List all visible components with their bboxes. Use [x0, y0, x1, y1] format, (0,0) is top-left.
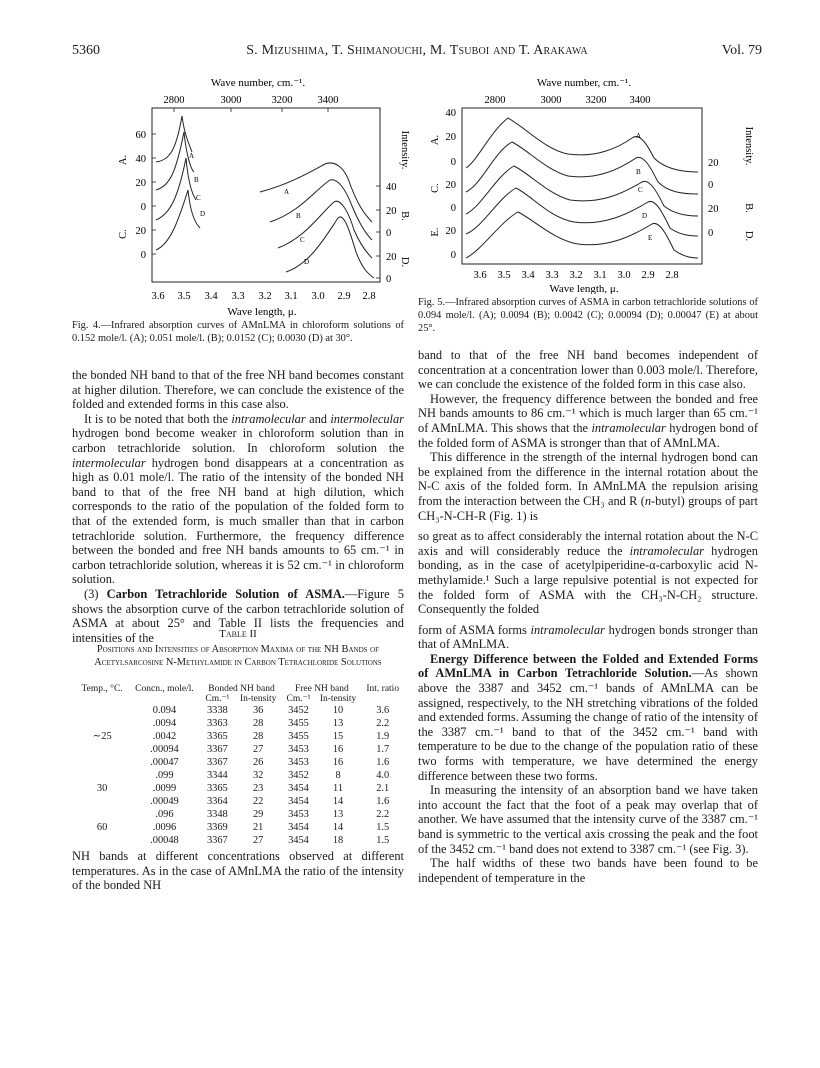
cell-f_int: 8 [335, 770, 341, 781]
fig4-curve-label: D [200, 210, 206, 218]
svg-text:3.0: 3.0 [617, 270, 631, 281]
cell-conc: .00094 [150, 744, 179, 755]
cell-ratio: 1.6 [376, 796, 390, 807]
cell-b_int: 28 [252, 731, 264, 742]
table-ii [76, 684, 404, 847]
fig4-top-tick: 3000 [220, 95, 242, 106]
table-caption: Positions and Intensities of Absorption Maxima of the NH Bands of Acetylsarcosine N-Methylamide in Carbon Tetrachloride Solutions [94, 644, 382, 668]
svg-text:40: 40 [445, 108, 456, 119]
table-row [76, 834, 404, 847]
fig4-left-tick: 20 [135, 178, 146, 189]
cell-b_int: 23 [252, 783, 264, 794]
cell-temp [76, 795, 128, 808]
cell-b_cm: 3369 [206, 822, 228, 833]
volume: Vol. 79 [721, 43, 762, 58]
right-column [418, 348, 758, 885]
col-conc: Concn., mole/l. [135, 684, 194, 694]
fig5-left-label: A. [430, 134, 441, 146]
fig5-left-label: C. [430, 183, 441, 193]
svg-text:20: 20 [445, 180, 456, 191]
fig5-caption: Fig. 5.—Infrared absorption curves of ASMA in carbon tetrachloride solutions of 0.094 mole/l. (A); 0.0094 (B); 0.0042 (C); 0.00094 (D); 0.00047 (E) at about 25°. [418, 297, 758, 334]
table-row [76, 821, 404, 834]
cell-b_cm: 3363 [206, 718, 228, 729]
cell-ratio: 1.7 [376, 744, 390, 755]
table-title: Table II [219, 628, 257, 640]
svg-text:2.9: 2.9 [641, 270, 655, 281]
svg-text:20: 20 [708, 158, 719, 169]
cell-f_int: 11 [333, 783, 344, 794]
cell-b_int: 36 [252, 705, 264, 716]
svg-text:3.4: 3.4 [204, 291, 218, 302]
fig5-right-label: Intensity. [743, 126, 754, 166]
fig4-right-tick: 20 [386, 206, 397, 217]
svg-text:0: 0 [450, 203, 456, 214]
fig4-right-label: Intensity. [399, 130, 410, 170]
svg-text:3.3: 3.3 [231, 291, 245, 302]
table-body [76, 704, 404, 847]
cell-temp [76, 704, 128, 717]
cell-conc: .096 [155, 809, 174, 820]
figure-4 [110, 72, 410, 320]
paragraph: However, the frequency difference between the bonded and free NH bands amounts to 86 cm.⁻¹ which is much larger than 65 cm.⁻¹ of AMnLMA. This shows that the intramolecular hydrogen bond of the folded form of ASMA is stronger than that of AMnLMA. [418, 391, 758, 450]
cell-conc: .0042 [152, 731, 177, 742]
svg-text:3.2: 3.2 [569, 270, 583, 281]
cell-conc: .00047 [150, 757, 179, 768]
paragraph: It is to be noted that both the intramolecular and intermolecular hydrogen bond become weaker in chloroform solution than in carbon tetrachloride solution. In chloroform solution the intermolecular hydrogen bond disappears at a concentration as high as 0.01 mole/l. The ratio of the intensity of the bonded NH band to that of the free NH band at high dilution, which corresponds to the ratio of the population of the folded form to that of the extended form, is much smaller than that in carbon tetrachloride solution. Furthermore, the frequency difference between the bonded and free NH bands amounts to 65 cm.⁻¹ in carbon tetrachloride solution, whereas it is 52 cm.⁻¹ in chloroform solution. [72, 411, 404, 587]
cell-ratio: 1.5 [376, 835, 390, 846]
fig5-curve-label: C [638, 186, 643, 194]
cell-ratio: 1.9 [376, 731, 390, 742]
running-header [72, 43, 762, 63]
cell-conc: 0.094 [152, 705, 177, 716]
fig5-top-tick: 3000 [540, 95, 562, 106]
fig5-curve-label: E [648, 234, 653, 242]
paragraph: NH bands at different concentrations observed at different temperatures. As in the case of AMnLMA the ratio of the intensity of the bonded NH [72, 849, 404, 893]
fig4-left-tick: 40 [135, 154, 146, 165]
cell-f_int: 13 [332, 809, 344, 820]
paragraph: the bonded NH band to that of the free NH band becomes constant at higher dilution. Therefore, we can conclude the existence of the folded and extended forms in this case also. [72, 368, 404, 412]
figure-5 [418, 72, 758, 294]
cell-b_int: 27 [252, 744, 264, 755]
cell-f_int: 10 [332, 705, 344, 716]
fig4-bottom-label: Wave length, μ. [227, 306, 297, 318]
cell-temp [76, 808, 128, 821]
fig4-curve-label: C [196, 194, 201, 202]
fig5-bottom-label: Wave length, μ. [549, 283, 619, 294]
svg-text:2.8: 2.8 [362, 291, 376, 302]
cell-conc: .0099 [152, 783, 177, 794]
col-temp: Temp., °C. [81, 684, 123, 694]
fig4-right-tick: 0 [386, 228, 392, 239]
fig4-curve-label: B [296, 212, 301, 220]
cell-f_int: 16 [332, 757, 344, 768]
cell-f_int: 13 [332, 718, 344, 729]
fig4-left-label: A. [118, 154, 129, 166]
cell-b_int: 29 [252, 809, 264, 820]
cell-b_int: 27 [252, 835, 264, 846]
fig5-left-ticks [446, 108, 457, 261]
cell-temp: 30 [96, 783, 108, 794]
svg-text:2.8: 2.8 [665, 270, 679, 281]
cell-b_cm: 3348 [206, 809, 228, 820]
cell-b_cm: 3367 [206, 744, 228, 755]
cell-b_int: 28 [252, 718, 264, 729]
table-row [76, 782, 404, 795]
cell-temp [76, 769, 128, 782]
cell-b_cm: 3344 [206, 770, 228, 781]
cell-b_cm: 3338 [206, 705, 228, 716]
fig4-left-tick: 0 [140, 250, 146, 261]
svg-text:3.5: 3.5 [177, 291, 191, 302]
paragraph: band to that of the free NH band becomes independent of concentration at a concentration lower than 0.003 mole/l. Therefore, we can conclude the existence of the folded form in this case also. [418, 348, 758, 392]
cell-f_cm: 3453 [288, 744, 309, 755]
page-number: 5360 [72, 43, 100, 58]
cell-b_int: 32 [252, 770, 264, 781]
table-row [76, 743, 404, 756]
fig5-right-ticks [708, 158, 719, 239]
svg-text:2.9: 2.9 [337, 291, 351, 302]
fig4-curves [156, 116, 374, 278]
svg-text:3.1: 3.1 [593, 270, 607, 281]
col-cm2: Cm.⁻¹ [286, 694, 311, 704]
fig4-left-tick: 20 [135, 226, 146, 237]
left-column-upper [72, 368, 404, 645]
fig4-right-label: D. [399, 256, 410, 268]
cell-ratio: 1.6 [376, 757, 390, 768]
paragraph: In measuring the intensity of an absorption band we have taken into account the fact that the foot of a peak may overlap that of another. We have assumed that the intensity curve of the 3387 cm.⁻¹ band is symmetric to the vertical axis crossing the peak and the foot of the 3452 cm.⁻¹ band does not extend to 3387 cm.⁻¹ (see Fig. 3). [418, 783, 758, 856]
cell-b_cm: 3364 [206, 796, 228, 807]
cell-temp [76, 834, 128, 847]
fig5-right-label: B. [743, 203, 754, 213]
fig5-bottom-ticks [473, 270, 678, 281]
table-row [76, 795, 404, 808]
cell-temp [76, 717, 128, 730]
paragraph-continued: form of ASMA forms intramolecular hydrogen bonds stronger than that of AMnLMA. [418, 622, 758, 652]
paragraph-continued: so great as to affect considerably the internal rotation about the N-C axis and will considerably reduce the intramolecular hydrogen bonding, as in the case of acetylpiperidine-α-carboxylic acid N-methylamide.¹ Such a large repulsive potential is not expected for the folded form of ASMA with the CH₃-N-CH₂ structure. Consequently the folded [418, 529, 758, 617]
svg-text:3.2: 3.2 [258, 291, 272, 302]
paragraph-section-heading: (3) Carbon Tetrachloride Solution of ASMA.—Figure 5 shows the absorption curve of the carbon tetrachloride solution of ASMA at about 25° and Table II lists the frequencies and intensities of the [72, 586, 404, 645]
col-cm1: Cm.⁻¹ [205, 694, 230, 704]
authors: S. Mizushima, T. Shimanouchi, M. Tsuboi and T. Arakawa [246, 43, 588, 58]
svg-text:3.1: 3.1 [284, 291, 298, 302]
fig4-left-tick: 0 [140, 202, 146, 213]
cell-f_cm: 3454 [288, 796, 309, 807]
cell-conc: .00048 [150, 835, 179, 846]
fig4-top-tick: 3400 [317, 95, 339, 106]
cell-f_int: 16 [332, 744, 344, 755]
fig5-curve-label: D [642, 212, 648, 220]
cell-f_cm: 3452 [288, 770, 309, 781]
paragraph-section-heading: Energy Difference between the Folded and Extended Forms of AMnLMA in Carbon Tetrachloride Solution.—As shown above the 3387 and 3452 cm.⁻¹ bands of AMnLMA can be assigned, respectively, to the NH stretching vibrations of the folded and extended forms. Assuming the change of ratio of the intensity of the 3387 cm.⁻¹ band to that of the 3452 cm.⁻¹ band with temperature to be due to the change of the population ratio of these two forms with temperature, we have determined the energy difference between these two forms. [418, 651, 758, 783]
left-column-lower [72, 849, 404, 893]
svg-text:3.3: 3.3 [545, 270, 559, 281]
fig5-curve-label: A [636, 132, 642, 140]
cell-ratio: 2.1 [376, 783, 390, 794]
cell-f_int: 18 [332, 835, 344, 846]
fig5-left-label: E. [430, 227, 441, 237]
cell-f_cm: 3454 [288, 822, 309, 833]
cell-temp [76, 743, 128, 756]
cell-b_cm: 3367 [206, 757, 228, 768]
fig4-right-tick: 40 [386, 182, 397, 193]
cell-f_cm: 3455 [288, 718, 309, 729]
fig4-right-label: B. [399, 211, 410, 221]
svg-text:0: 0 [450, 157, 456, 168]
cell-b_cm: 3365 [206, 731, 228, 742]
fig4-left-tick: 60 [135, 130, 146, 141]
table-row [76, 769, 404, 782]
fig5-curves [466, 118, 698, 258]
cell-f_int: 14 [332, 822, 344, 833]
svg-text:3.0: 3.0 [311, 291, 325, 302]
cell-f_cm: 3455 [288, 731, 309, 742]
cell-ratio: 1.5 [376, 822, 390, 833]
cell-b_int: 21 [252, 822, 264, 833]
cell-ratio: 2.2 [376, 809, 390, 820]
fig5-top-tick: 3400 [629, 95, 651, 106]
cell-ratio: 3.6 [376, 705, 390, 716]
cell-f_cm: 3454 [288, 835, 309, 846]
paragraph: The half widths of these two bands have been found to be independent of temperature in the [418, 856, 758, 885]
fig4-bottom-ticks [151, 291, 375, 302]
fig5-curve-label: B [636, 168, 641, 176]
table-row [76, 808, 404, 821]
cell-conc: .0094 [152, 718, 177, 729]
table-row [76, 730, 404, 743]
fig4-curve-label: A [189, 152, 195, 160]
fig4-curve-label: C [300, 236, 305, 244]
svg-text:0: 0 [708, 180, 714, 191]
svg-text:0: 0 [708, 228, 714, 239]
cell-temp [76, 756, 128, 769]
col-ratio: Int. ratio [366, 684, 400, 694]
svg-text:20: 20 [445, 226, 456, 237]
svg-text:3.4: 3.4 [521, 270, 535, 281]
fig4-top-tick: 3200 [271, 95, 293, 106]
fig5-top-tick: 3200 [585, 95, 607, 106]
table-row [76, 717, 404, 730]
table-row [76, 704, 404, 717]
fig4-right-tick: 20 [386, 252, 397, 263]
fig4-curve-label: A [284, 188, 290, 196]
cell-f_cm: 3453 [288, 809, 309, 820]
cell-b_int: 22 [252, 796, 264, 807]
cell-b_cm: 3365 [206, 783, 228, 794]
col-int2: In-tensity [319, 694, 357, 704]
group-bonded: Bonded NH band [208, 684, 275, 694]
fig4-top-tick: 2800 [163, 95, 185, 106]
cell-b_int: 26 [252, 757, 264, 768]
fig5-top-tick: 2800 [484, 95, 506, 106]
cell-f_cm: 3452 [288, 705, 309, 716]
svg-text:20: 20 [445, 132, 456, 143]
cell-ratio: 4.0 [376, 770, 390, 781]
group-free: Free NH band [294, 684, 349, 694]
fig4-curve-label: B [194, 176, 199, 184]
fig5-frame [462, 108, 702, 264]
fig4-right-tick: 0 [386, 274, 392, 285]
fig4-top-label: Wave number, cm.⁻¹. [210, 77, 306, 89]
svg-text:0: 0 [450, 250, 456, 261]
svg-text:3.5: 3.5 [497, 270, 511, 281]
table-row [76, 756, 404, 769]
paragraph: This difference in the strength of the internal hydrogen bond can be explained from the difference in the internal rotation about the N-C axis of the folded form. In AMnLMA the repulsion arising from the interaction between the CH₃ and R (n-butyl) groups of part CH₃-N-CH-R (Fig. 1) is [418, 450, 758, 523]
cell-temp: 60 [96, 822, 108, 833]
cell-b_cm: 3367 [206, 835, 228, 846]
fig4-left-label: C. [118, 229, 129, 239]
cell-f_int: 15 [332, 731, 344, 742]
cell-conc: .0096 [152, 822, 177, 833]
cell-f_cm: 3454 [288, 783, 309, 794]
cell-f_int: 14 [332, 796, 344, 807]
col-int1: In-tensity [239, 694, 277, 704]
svg-text:3.6: 3.6 [473, 270, 487, 281]
fig4-caption: Fig. 4.—Infrared absorption curves of AMnLMA in chloroform solutions of 0.152 mole/l. (A); 0.051 mole/l. (B); 0.0152 (C); 0.0030 (D) at 30°. [72, 320, 404, 344]
svg-text:3.6: 3.6 [151, 291, 165, 302]
cell-temp: ∼25 [92, 731, 112, 742]
cell-conc: .099 [155, 770, 174, 781]
fig4-curve-label: D [304, 258, 310, 266]
cell-ratio: 2.2 [376, 718, 390, 729]
cell-f_cm: 3453 [288, 757, 309, 768]
fig5-top-label: Wave number, cm.⁻¹. [536, 77, 632, 89]
cell-conc: .00049 [150, 796, 179, 807]
svg-text:20: 20 [708, 204, 719, 215]
fig5-right-label: D. [743, 230, 754, 242]
